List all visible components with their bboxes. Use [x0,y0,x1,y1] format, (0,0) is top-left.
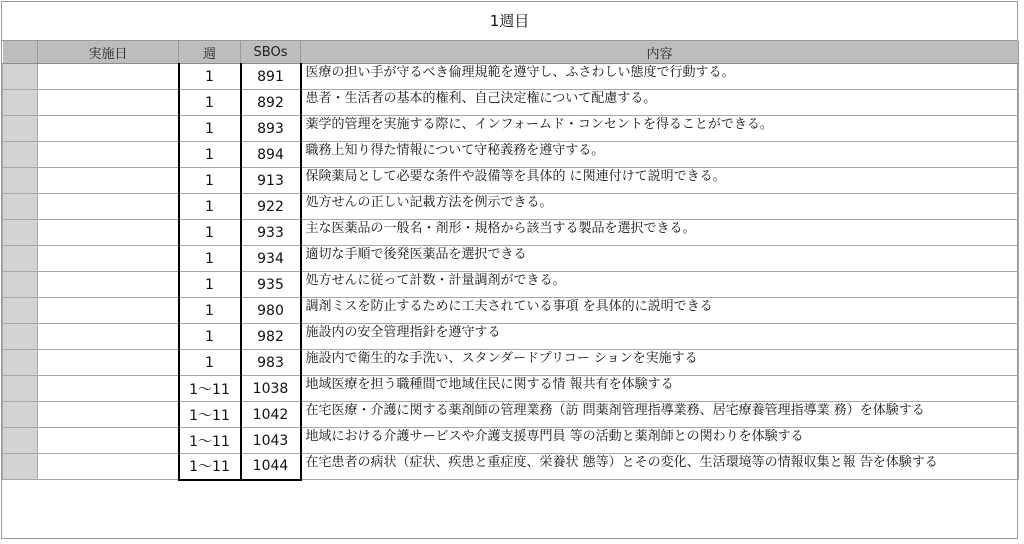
week-cell: 1 [179,116,241,142]
date-cell[interactable] [38,428,179,454]
sbo-cell: 1043 [241,428,301,454]
sbo-cell: 1042 [241,402,301,428]
sbo-cell: 891 [241,64,301,90]
row-index-cell [3,298,38,324]
schedule-sheet [1,1,1018,539]
row-index-cell [3,324,38,350]
header-row [3,41,1019,64]
date-header: 実施日 [38,41,179,64]
date-cell[interactable] [38,90,179,116]
week-cell: 1 [179,168,241,194]
week-cell: 1〜11 [179,376,241,402]
row-index-cell [3,116,38,142]
week-cell: 1 [179,246,241,272]
row-index-cell [3,90,38,116]
date-cell[interactable] [38,298,179,324]
content-cell: 在宅医療・介護に関する薬剤師の管理業務（訪 問薬剤管理指導業務、居宅療養管理指導業 務）を体験する [301,402,1019,428]
sbo-table [2,41,1019,481]
date-cell[interactable] [38,116,179,142]
sbo-cell: 913 [241,168,301,194]
table-row [3,116,1019,142]
sbo-cell: 1038 [241,376,301,402]
content-cell: 処方せんの正しい記載方法を例示できる。 [301,194,1019,220]
table-row [3,168,1019,194]
row-index-cell [3,454,38,480]
date-cell[interactable] [38,350,179,376]
sbo-cell: 983 [241,350,301,376]
table-row [3,194,1019,220]
date-cell[interactable] [38,376,179,402]
week-cell: 1〜11 [179,428,241,454]
row-index-cell [3,350,38,376]
date-cell[interactable] [38,324,179,350]
table-row [3,220,1019,246]
week-header: 週 [179,41,241,64]
week-cell: 1 [179,272,241,298]
row-index-cell [3,246,38,272]
table-row [3,454,1019,480]
date-cell[interactable] [38,272,179,298]
week-cell: 1 [179,220,241,246]
table-row [3,246,1019,272]
week-cell: 1 [179,350,241,376]
content-cell: 職務上知り得た情報について守秘義務を遵守する。 [301,142,1019,168]
sbo-cell: 934 [241,246,301,272]
content-cell: 地域における介護サービスや介護支援専門員 等の活動と薬剤師との関わりを体験する [301,428,1019,454]
sbo-cell: 933 [241,220,301,246]
row-index-cell [3,194,38,220]
table-row [3,90,1019,116]
week-cell: 1 [179,142,241,168]
table-row [3,298,1019,324]
content-cell: 施設内で衛生的な手洗い、スタンダードプリコー ションを実施する [301,350,1019,376]
week-cell: 1 [179,324,241,350]
row-index-cell [3,168,38,194]
week-cell: 1〜11 [179,402,241,428]
row-index-cell [3,220,38,246]
content-cell: 医療の担い手が守るべき倫理規範を遵守し、ふさわしい態度で行動する。 [301,64,1019,90]
row-index-cell [3,272,38,298]
sbo-cell: 922 [241,194,301,220]
table-row [3,272,1019,298]
sbo-cell: 935 [241,272,301,298]
sbo-cell: 892 [241,90,301,116]
date-cell[interactable] [38,142,179,168]
content-cell: 処方せんに従って計数・計量調剤ができる。 [301,272,1019,298]
sbo-cell: 980 [241,298,301,324]
date-cell[interactable] [38,246,179,272]
table-row [3,64,1019,90]
table-row [3,428,1019,454]
content-cell: 主な医薬品の一般名・剤形・規格から該当する製品を選択できる。 [301,220,1019,246]
date-cell[interactable] [38,64,179,90]
week-cell: 1 [179,90,241,116]
table-row [3,324,1019,350]
row-index-cell [3,376,38,402]
table-row [3,142,1019,168]
sbo-cell: 982 [241,324,301,350]
row-index-cell [3,142,38,168]
row-index-cell [3,428,38,454]
sheet-title: 1週目 [2,2,1017,41]
content-cell: 施設内の安全管理指針を遵守する [301,324,1019,350]
table-row [3,402,1019,428]
date-cell[interactable] [38,402,179,428]
content-header: 内容 [301,41,1019,64]
week-cell: 1 [179,64,241,90]
week-cell: 1 [179,298,241,324]
date-cell[interactable] [38,168,179,194]
content-cell: 患者・生活者の基本的権利、自己決定権について配慮する。 [301,90,1019,116]
row-index-cell [3,64,38,90]
content-cell: 在宅患者の病状（症状、疾患と重症度、栄養状 態等）とその変化、生活環境等の情報収集と報 告を体験する [301,454,1019,480]
content-cell: 薬学的管理を実施する際に、インフォームド・コンセントを得ることができる。 [301,116,1019,142]
content-cell: 地域医療を担う職種間で地域住民に関する情 報共有を体験する [301,376,1019,402]
row-index-header [3,41,38,64]
date-cell[interactable] [38,220,179,246]
content-cell: 保険薬局として必要な条件や設備等を具体的 に関連付けて説明できる。 [301,168,1019,194]
date-cell[interactable] [38,454,179,480]
sbo-cell: 893 [241,116,301,142]
sbo-cell: 894 [241,142,301,168]
sbo-header: SBOs [241,41,301,64]
content-cell: 調剤ミスを防止するために工夫されている事項 を具体的に説明できる [301,298,1019,324]
date-cell[interactable] [38,194,179,220]
table-row [3,350,1019,376]
sbo-cell: 1044 [241,454,301,480]
content-cell: 適切な手順で後発医薬品を選択できる [301,246,1019,272]
week-cell: 1 [179,194,241,220]
row-index-cell [3,402,38,428]
table-row [3,376,1019,402]
week-cell: 1〜11 [179,454,241,480]
